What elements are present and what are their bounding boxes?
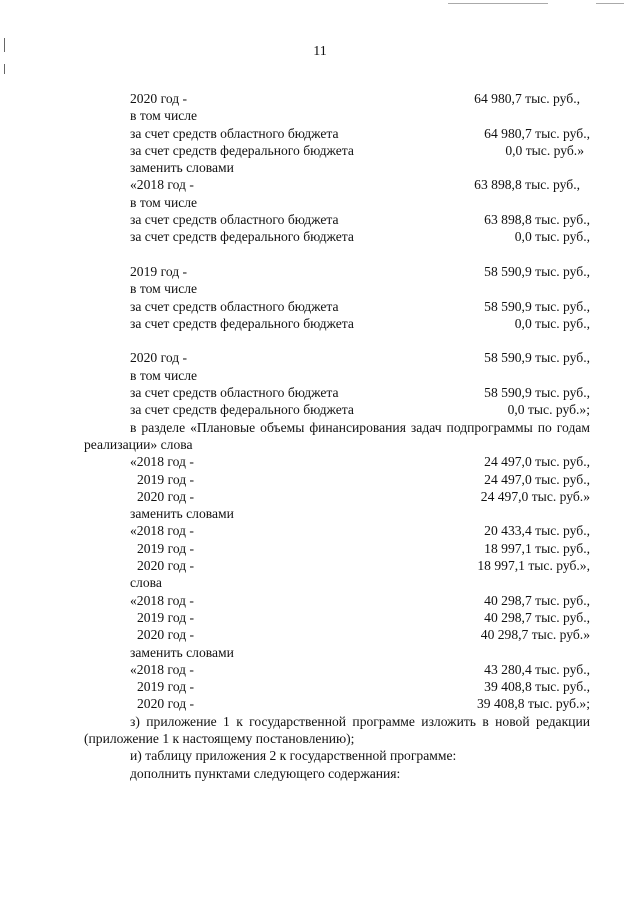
line-label: 2020 год - <box>137 696 195 712</box>
text-line <box>130 505 590 522</box>
text-line <box>130 211 590 228</box>
line-label: 2020 год - <box>130 350 188 366</box>
line-value: 40 298,7 тыс. руб.» <box>480 627 590 643</box>
line-label: в том числе <box>130 108 198 124</box>
line-label: 2020 год - <box>130 91 188 106</box>
text-line <box>130 107 590 124</box>
line-label: заменить словами <box>130 506 234 522</box>
text-line <box>130 626 590 643</box>
text-line <box>130 522 590 539</box>
line-value: 18 997,1 тыс. руб., <box>484 540 590 556</box>
text-line <box>130 471 590 488</box>
text-line <box>130 159 590 176</box>
line-label: «2018 год - <box>130 177 194 193</box>
line-label: 2019 год - <box>137 540 195 556</box>
paragraph-add-items: дополнить пунктами следующего содержания: <box>130 765 401 781</box>
text-line <box>130 592 590 609</box>
text-line <box>130 125 590 142</box>
line-label: за счет средств федерального бюджета <box>130 402 354 418</box>
line-label: 2020 год - <box>137 488 195 504</box>
line-value: 20 433,4 тыс. руб., <box>484 523 590 539</box>
document-body <box>84 90 590 782</box>
line-label: «2018 год - <box>130 592 194 608</box>
text-line <box>130 644 590 661</box>
line-label: «2018 год - <box>130 523 194 539</box>
text-line <box>130 695 590 712</box>
line-value: 0,0 тыс. руб.» <box>505 142 584 158</box>
line-label: «2018 год - <box>130 661 194 677</box>
line-value: 40 298,7 тыс. руб., <box>484 609 590 625</box>
blank-line <box>130 246 590 263</box>
line-label: за счет средств областного бюджета <box>130 385 339 401</box>
text-line <box>130 280 590 297</box>
text-line <box>130 90 590 107</box>
text-line <box>130 176 590 193</box>
line-label: слова <box>130 575 162 591</box>
line-value: 64 980,7 тыс. руб., <box>474 91 580 106</box>
scan-artifact <box>596 3 624 4</box>
line-value: 43 280,4 тыс. руб., <box>484 661 590 677</box>
paragraph-item-z: з) приложение 1 к государственной программе изложить в новой редакции (приложение 1 к настоящему постановлению); <box>84 713 590 746</box>
text-line <box>130 263 590 280</box>
line-value: 58 590,9 тыс. руб., <box>484 385 590 401</box>
line-value: 18 997,1 тыс. руб.», <box>477 558 590 574</box>
line-label: «2018 год - <box>130 454 194 470</box>
text-line <box>130 349 590 366</box>
line-value: 40 298,7 тыс. руб., <box>484 592 590 608</box>
line-value: 39 408,8 тыс. руб.»; <box>476 696 590 712</box>
text-line <box>130 540 590 557</box>
line-value: 63 898,8 тыс. руб., <box>484 212 590 228</box>
text-line <box>130 367 590 384</box>
text-line <box>130 142 590 159</box>
line-label: за счет средств областного бюджета <box>130 298 339 314</box>
line-value: 0,0 тыс. руб.»; <box>507 402 590 418</box>
text-line <box>130 609 590 626</box>
blank-line <box>130 332 590 349</box>
line-label: заменить словами <box>130 644 234 660</box>
line-label: за счет средств федерального бюджета <box>130 315 354 331</box>
line-label: за счет средств федерального бюджета <box>130 229 354 245</box>
text-line <box>130 401 590 418</box>
line-label: за счет средств федерального бюджета <box>130 142 354 158</box>
scan-artifact <box>448 3 548 4</box>
text-line <box>130 228 590 245</box>
line-label: в том числе <box>130 194 198 210</box>
line-label: заменить словами <box>130 160 234 176</box>
line-value: 24 497,0 тыс. руб., <box>484 454 590 470</box>
text-line <box>130 678 590 695</box>
line-label: за счет средств областного бюджета <box>130 125 339 141</box>
line-label: 2020 год - <box>137 627 195 643</box>
line-value: 64 980,7 тыс. руб., <box>484 125 590 141</box>
line-label: 2020 год - <box>137 558 195 574</box>
text-line <box>130 453 590 470</box>
text-line <box>130 298 590 315</box>
line-label: в том числе <box>130 367 198 383</box>
line-value: 58 590,9 тыс. руб., <box>484 263 590 279</box>
line-label: 2019 год - <box>137 471 195 487</box>
text-line <box>130 384 590 401</box>
paragraph-item-i: и) таблицу приложения 2 к государственной программе: <box>130 748 457 764</box>
line-value: 39 408,8 тыс. руб., <box>484 679 590 695</box>
scan-artifact <box>4 64 5 74</box>
line-value: 24 497,0 тыс. руб.» <box>480 488 590 504</box>
line-label: в том числе <box>130 281 198 297</box>
line-value: 63 898,8 тыс. руб., <box>474 177 580 193</box>
line-label: 2019 год - <box>137 609 195 625</box>
line-value: 0,0 тыс. руб., <box>514 315 590 331</box>
text-line <box>130 488 590 505</box>
paragraph-section-plan: в разделе «Плановые объемы финансирования задач подпрограммы по годам реализации» слова <box>84 419 590 452</box>
text-line <box>130 194 590 211</box>
text-line <box>130 574 590 591</box>
text-line <box>130 315 590 332</box>
line-label: за счет средств областного бюджета <box>130 212 339 228</box>
line-value: 24 497,0 тыс. руб., <box>484 471 590 487</box>
line-value: 0,0 тыс. руб., <box>514 229 590 245</box>
text-line <box>130 557 590 574</box>
line-label: 2019 год - <box>137 679 195 695</box>
page-number: 11 <box>313 44 327 59</box>
text-line <box>130 661 590 678</box>
line-value: 58 590,9 тыс. руб., <box>484 350 590 366</box>
line-label: 2019 год - <box>130 263 188 279</box>
line-value: 58 590,9 тыс. руб., <box>484 298 590 314</box>
